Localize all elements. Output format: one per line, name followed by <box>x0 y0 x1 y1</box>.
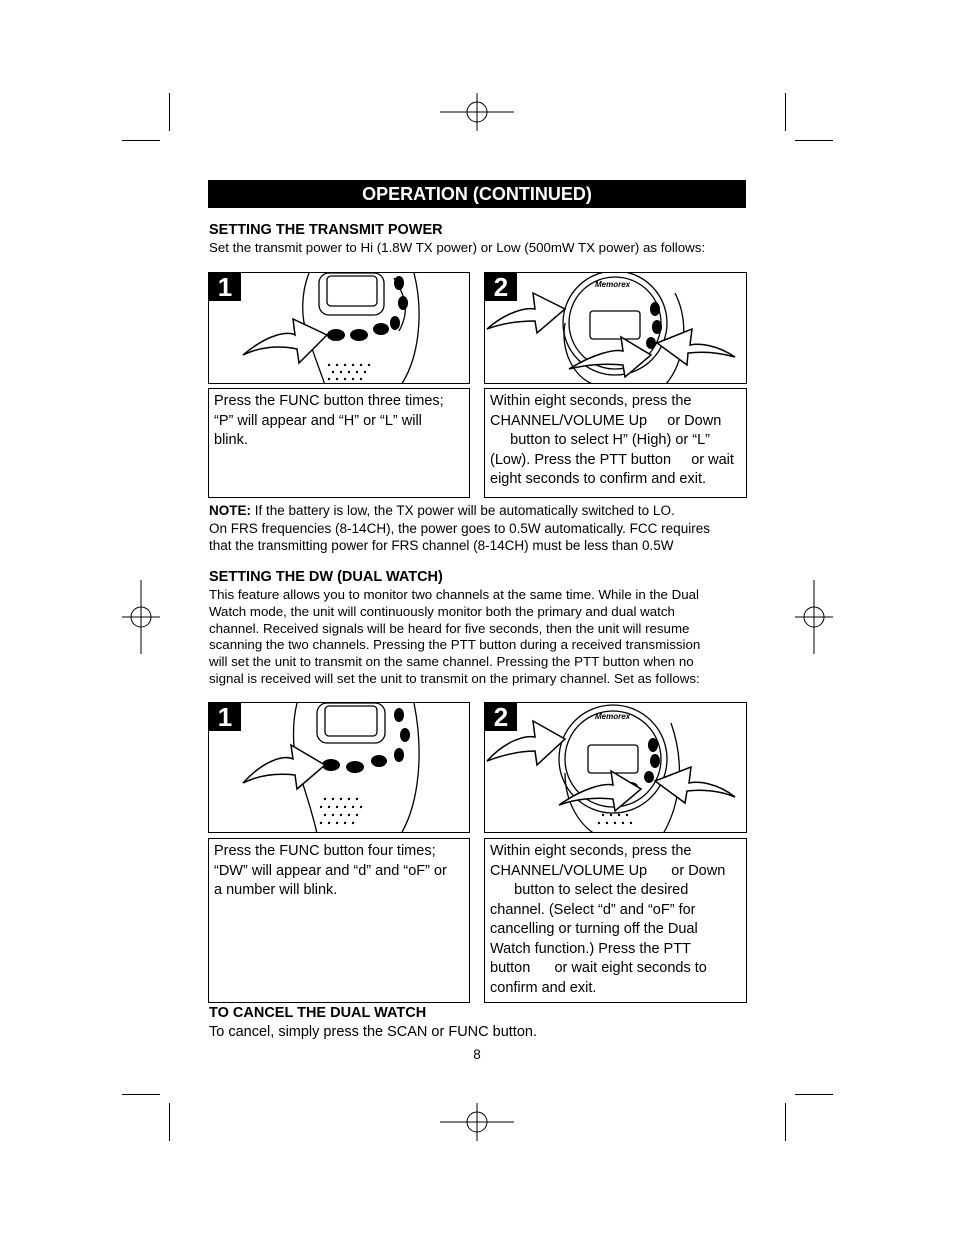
dual-watch-paragraph <box>209 587 749 688</box>
note-text: If the battery is low, the TX power will be automatically switched to LO. <box>251 503 675 518</box>
step2-illustration <box>484 272 747 384</box>
para-line: will set the unit to transmit on the same channel. Pressing the PTT button when no <box>209 654 694 670</box>
heading-dual-watch: SETTING THE DW (DUAL WATCH) <box>209 569 443 585</box>
brand-logo: Memorex <box>595 712 631 721</box>
instruction-line: button to select the desired <box>490 882 689 898</box>
page-number: 8 <box>473 1047 481 1062</box>
instruction-line: blink. <box>214 432 248 448</box>
instruction-line: channel. (Select “d” and “oF” for <box>490 901 696 918</box>
radio-illustration <box>485 273 747 384</box>
heading-cancel-dual-watch: TO CANCEL THE DUAL WATCH <box>209 1005 427 1021</box>
instruction-line: Within eight seconds, press the <box>490 393 692 409</box>
brand-logo: Memorex <box>595 280 631 289</box>
instruction-line: cancelling or turning off the Dual <box>490 921 698 937</box>
step-number: 1 <box>209 273 241 301</box>
dw-step1-instructions <box>208 838 470 1003</box>
instruction-line: (Low). Press the PTT button or wait <box>490 451 734 468</box>
note-label: NOTE: <box>209 503 251 518</box>
crop-mark <box>795 140 833 141</box>
step-number: 1 <box>209 703 241 731</box>
step-number: 2 <box>485 273 517 301</box>
instruction-line: Press the FUNC button three times; <box>214 393 444 409</box>
radio-illustration <box>485 703 747 833</box>
crop-mark <box>122 140 160 141</box>
instruction-line: confirm and exit. <box>490 979 597 996</box>
crop-mark <box>785 93 786 131</box>
instruction-line: Within eight seconds, press the <box>490 843 692 859</box>
crop-mark <box>169 1103 170 1141</box>
radio-illustration <box>209 273 470 384</box>
para-line: scanning the two channels. Pressing the PTT button during a received transmission <box>209 637 701 653</box>
step-number: 2 <box>485 703 517 731</box>
crop-mark <box>169 93 170 131</box>
instruction-line: Press the FUNC button four times; <box>214 843 436 859</box>
instruction-line: button to select H” (High) or “L” <box>490 432 710 448</box>
step2-instructions <box>484 388 747 498</box>
para-line: signal is received will set the unit to transmit on the primary channel. Set as follows: <box>209 670 700 686</box>
step1-instructions <box>208 388 470 498</box>
instruction-line: CHANNEL/VOLUME Up or Down <box>490 412 722 429</box>
instruction-line: “DW” will appear and “d” and “oF” or <box>214 862 447 879</box>
instruction-line: eight seconds to confirm and exit. <box>490 471 707 487</box>
crop-mark <box>785 1103 786 1141</box>
instruction-line: button or wait eight seconds to <box>490 960 707 976</box>
para-line: This feature allows you to monitor two channels at the same time. While in the Dual <box>209 587 699 602</box>
cancel-text: To cancel, simply press the SCAN or FUNC button. <box>209 1024 537 1040</box>
radio-illustration <box>209 703 470 833</box>
dw-step2-illustration <box>484 702 747 833</box>
instruction-line: CHANNEL/VOLUME Up or Down <box>490 862 726 879</box>
note <box>209 503 749 520</box>
transmit-intro: Set the transmit power to Hi (1.8W TX power) or Low (500mW TX power) as follows: <box>209 240 706 255</box>
crop-mark <box>795 1094 833 1095</box>
instruction-line: Watch function.) Press the PTT <box>490 940 691 957</box>
note-line: that the transmitting power for FRS channel (8-14CH) must be less than 0.5W <box>209 538 674 553</box>
para-line: channel. Received signals will be heard for five seconds, then the unit will resume <box>209 620 690 636</box>
instruction-line: “P” will appear and “H” or “L” will <box>214 412 422 429</box>
crop-mark <box>122 1094 160 1095</box>
dw-step1-illustration <box>208 702 470 833</box>
step1-illustration <box>208 272 470 384</box>
heading-transmit-power: SETTING THE TRANSMIT POWER <box>209 222 443 238</box>
dw-step2-instructions <box>484 838 747 1003</box>
section-header: OPERATION (CONTINUED) <box>208 180 746 208</box>
instruction-line: a number will blink. <box>214 882 338 898</box>
note-line: On FRS frequencies (8-14CH), the power goes to 0.5W automatically. FCC requires <box>209 521 710 536</box>
para-line: Watch mode, the unit will continuously monitor both the primary and dual watch <box>209 603 675 619</box>
